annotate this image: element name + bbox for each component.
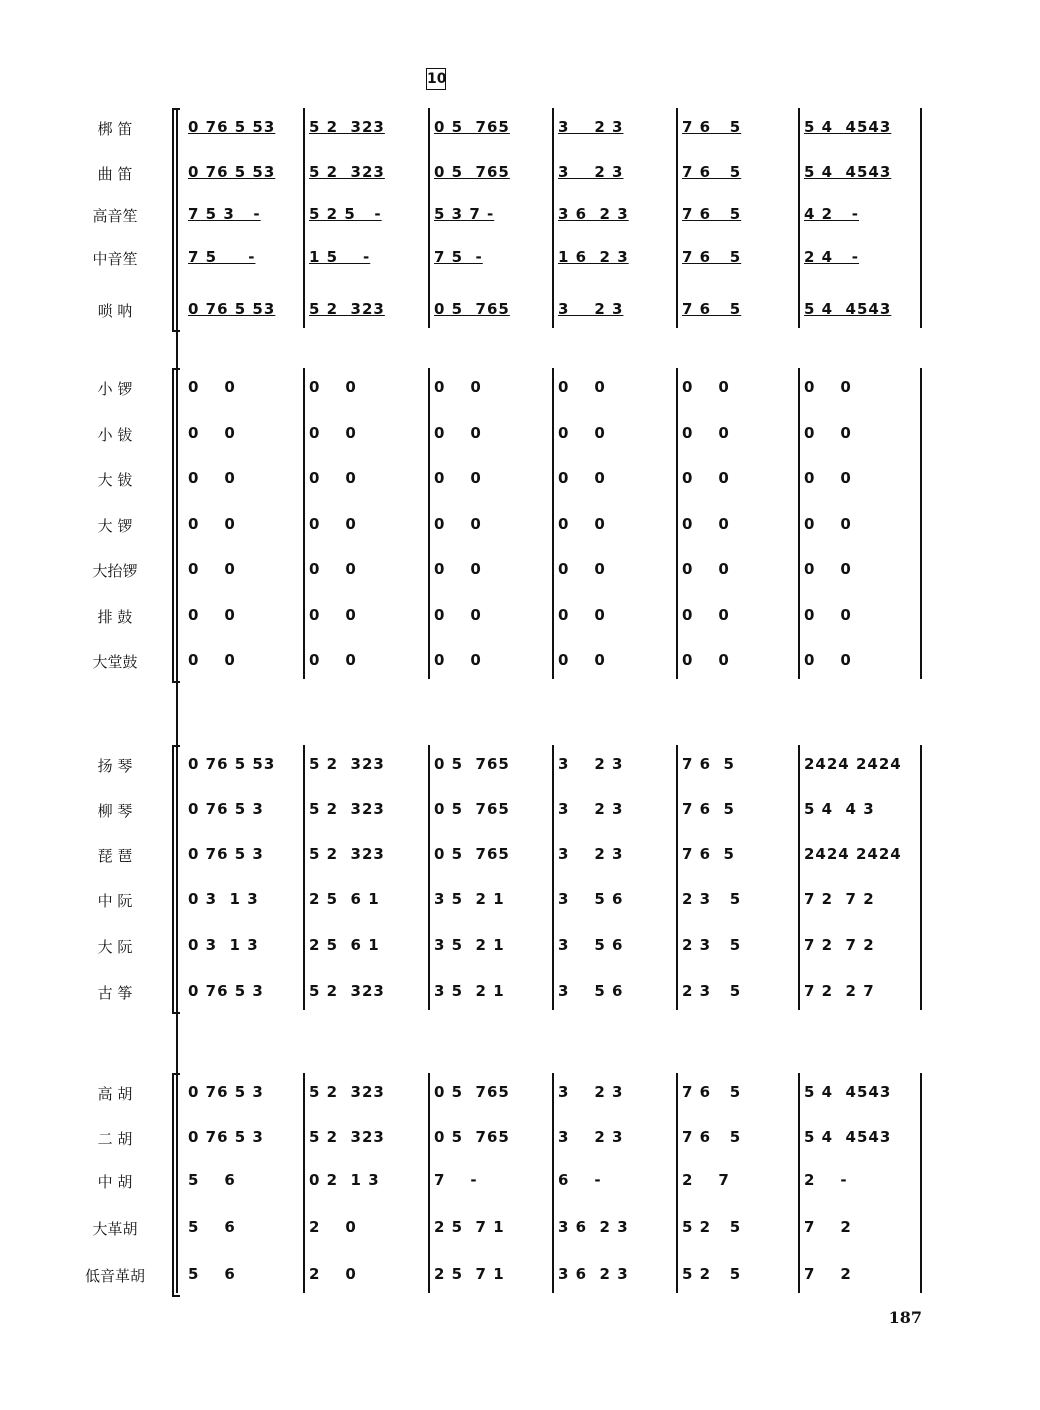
measure-cell: 3 6 2 3 — [558, 1218, 629, 1236]
measure-cell: 0 0 — [804, 424, 852, 442]
instrument-label: 排 鼓 — [97, 608, 133, 626]
measure-cell: 0 0 — [434, 424, 482, 442]
measure-cell: 0 0 — [558, 651, 606, 669]
instrument-label: 高音笙 — [92, 207, 138, 225]
measure-cell: 0 0 — [188, 515, 236, 533]
measure-cell: 0 0 — [309, 651, 357, 669]
measure-cell: 5 3 7 - — [434, 205, 495, 223]
barline — [428, 745, 430, 1010]
measure-cell: 3 2 3 — [558, 1083, 624, 1101]
instrument-label: 柳 琴 — [97, 802, 133, 820]
measure-cell: 0 0 — [804, 651, 852, 669]
measure-cell: 3 5 2 1 — [434, 890, 505, 908]
instrument-label: 扬 琴 — [97, 757, 133, 775]
measure-cell: 0 5 765 — [434, 755, 510, 773]
measure-cell: 0 76 5 3 — [188, 845, 264, 863]
instrument-label: 曲 笛 — [97, 165, 133, 183]
measure-cell: 3 6 2 3 — [558, 1265, 629, 1283]
measure-cell: 2 7 — [682, 1171, 730, 1189]
measure-cell: 0 5 765 — [434, 1083, 510, 1101]
measure-cell: 0 0 — [682, 378, 730, 396]
measure-cell: 7 2 — [804, 1265, 852, 1283]
measure-cell: 2 5 6 1 — [309, 936, 380, 954]
measure-cell: 3 5 6 — [558, 982, 624, 1000]
measure-cell: 0 0 — [558, 606, 606, 624]
page-number: 187 — [888, 1308, 922, 1327]
measure-cell: 2 0 — [309, 1218, 357, 1236]
measure-cell: 0 0 — [558, 515, 606, 533]
measure-cell: 4 2 - — [804, 205, 859, 223]
measure-cell: 0 0 — [558, 560, 606, 578]
measure-cell: 0 0 — [682, 515, 730, 533]
measure-cell: 5 4 4543 — [804, 300, 892, 318]
measure-cell: 3 2 3 — [558, 300, 624, 318]
measure-cell: 3 2 3 — [558, 755, 624, 773]
measure-cell: 0 76 5 53 — [188, 755, 276, 773]
measure-cell: 2 4 - — [804, 248, 859, 266]
measure-cell: 5 2 5 — [682, 1218, 742, 1236]
measure-cell: 7 2 2 7 — [804, 982, 875, 1000]
measure-cell: 5 4 4543 — [804, 163, 892, 181]
measure-cell: 5 4 4 3 — [804, 800, 875, 818]
measure-cell: 0 0 — [309, 469, 357, 487]
measure-cell: 0 3 1 3 — [188, 890, 259, 908]
instrument-label: 大 阮 — [97, 938, 133, 956]
measure-cell: 0 76 5 3 — [188, 1083, 264, 1101]
measure-cell: 0 0 — [434, 606, 482, 624]
measure-cell: 3 2 3 — [558, 845, 624, 863]
measure-cell: 0 5 765 — [434, 800, 510, 818]
measure-cell: 0 5 765 — [434, 1128, 510, 1146]
measure-cell: 7 6 5 — [682, 163, 742, 181]
measure-cell: 2 0 — [309, 1265, 357, 1283]
barline — [552, 745, 554, 1010]
instrument-label: 大堂鼓 — [92, 653, 138, 671]
measure-cell: 5 2 323 — [309, 800, 385, 818]
measure-cell: 7 5 3 - — [188, 205, 261, 223]
measure-cell: 7 6 5 — [682, 845, 735, 863]
measure-cell: 0 0 — [188, 378, 236, 396]
measure-cell: 0 2 1 3 — [309, 1171, 380, 1189]
measure-cell: 0 0 — [309, 606, 357, 624]
measure-cell: 7 6 5 — [682, 300, 742, 318]
measure-cell: 5 2 323 — [309, 1083, 385, 1101]
measure-cell: 0 0 — [309, 378, 357, 396]
instrument-label: 琵 琶 — [97, 847, 133, 865]
measure-cell: 0 0 — [188, 424, 236, 442]
measure-cell: 0 0 — [434, 515, 482, 533]
measure-cell: 1 6 2 3 — [558, 248, 629, 266]
system-bracket — [172, 1073, 180, 1297]
measure-cell: 0 0 — [188, 651, 236, 669]
measure-cell: 0 76 5 3 — [188, 982, 264, 1000]
measure-cell: 7 6 5 — [682, 248, 742, 266]
measure-cell: 3 2 3 — [558, 163, 624, 181]
measure-cell: 7 - — [434, 1171, 478, 1189]
instrument-label: 大抬锣 — [92, 562, 138, 580]
measure-cell: 0 76 5 53 — [188, 163, 276, 181]
measure-cell: 3 6 2 3 — [558, 205, 629, 223]
instrument-label: 大革胡 — [92, 1220, 138, 1238]
measure-cell: 0 0 — [682, 424, 730, 442]
instrument-label: 唢 呐 — [97, 302, 133, 320]
measure-cell: 0 5 765 — [434, 300, 510, 318]
instrument-label: 中 胡 — [97, 1173, 133, 1191]
measure-cell: 2 5 7 1 — [434, 1265, 505, 1283]
measure-cell: 1 5 - — [309, 248, 371, 266]
instrument-label: 二 胡 — [97, 1130, 133, 1148]
measure-cell: 7 6 5 — [682, 800, 735, 818]
instrument-label: 中 阮 — [97, 892, 133, 910]
instrument-label: 中音笙 — [92, 250, 138, 268]
measure-cell: 2424 2424 — [804, 755, 902, 773]
measure-cell: 0 0 — [188, 560, 236, 578]
measure-cell: 2424 2424 — [804, 845, 902, 863]
measure-cell: 0 76 5 53 — [188, 118, 276, 136]
measure-cell: 0 76 5 3 — [188, 1128, 264, 1146]
measure-cell: 5 2 323 — [309, 845, 385, 863]
measure-cell: 0 0 — [558, 469, 606, 487]
measure-cell: 5 2 323 — [309, 163, 385, 181]
measure-cell: 3 5 2 1 — [434, 982, 505, 1000]
measure-cell: 2 - — [804, 1171, 848, 1189]
measure-cell: 0 0 — [804, 606, 852, 624]
rehearsal-mark: 10 — [426, 68, 446, 90]
measure-cell: 0 0 — [434, 651, 482, 669]
measure-cell: 7 6 5 — [682, 1083, 742, 1101]
barline — [798, 745, 800, 1010]
measure-cell: 0 0 — [804, 469, 852, 487]
measure-cell: 7 6 5 — [682, 205, 742, 223]
measure-cell: 0 0 — [188, 469, 236, 487]
measure-cell: 3 5 6 — [558, 936, 624, 954]
measure-cell: 0 0 — [682, 469, 730, 487]
measure-cell: 7 2 — [804, 1218, 852, 1236]
measure-cell: 0 5 765 — [434, 163, 510, 181]
measure-cell: 0 0 — [309, 560, 357, 578]
barline — [303, 745, 305, 1010]
measure-cell: 7 6 5 — [682, 118, 742, 136]
measure-cell: 7 5 - — [434, 248, 483, 266]
instrument-label: 大 锣 — [97, 517, 133, 535]
instrument-label: 低音革胡 — [84, 1267, 145, 1285]
measure-cell: 3 5 6 — [558, 890, 624, 908]
measure-cell: 5 6 — [188, 1218, 236, 1236]
measure-cell: 2 3 5 — [682, 982, 742, 1000]
measure-cell: 0 0 — [558, 424, 606, 442]
measure-cell: 0 0 — [804, 560, 852, 578]
measure-cell: 0 0 — [188, 606, 236, 624]
measure-cell: 5 4 4543 — [804, 118, 892, 136]
measure-cell: 5 2 323 — [309, 755, 385, 773]
instrument-label: 小 钹 — [97, 426, 133, 444]
measure-cell: 5 6 — [188, 1171, 236, 1189]
measure-cell: 2 3 5 — [682, 936, 742, 954]
measure-cell: 5 6 — [188, 1265, 236, 1283]
measure-cell: 7 2 7 2 — [804, 936, 875, 954]
measure-cell: 0 0 — [434, 560, 482, 578]
measure-cell: 5 2 323 — [309, 1128, 385, 1146]
measure-cell: 0 0 — [804, 515, 852, 533]
instrument-label: 梆 笛 — [97, 120, 133, 138]
measure-cell: 0 0 — [434, 469, 482, 487]
measure-cell: 0 0 — [682, 606, 730, 624]
instrument-label: 高 胡 — [97, 1085, 133, 1103]
measure-cell: 0 0 — [804, 378, 852, 396]
measure-cell: 3 5 2 1 — [434, 936, 505, 954]
instrument-label: 大 钹 — [97, 471, 133, 489]
measure-cell: 0 0 — [682, 560, 730, 578]
system-bracket — [172, 745, 180, 1014]
measure-cell: 7 5 - — [188, 248, 256, 266]
measure-cell: 7 6 5 — [682, 755, 735, 773]
final-barline — [920, 745, 922, 1010]
measure-cell: 5 2 5 — [682, 1265, 742, 1283]
measure-cell: 0 76 5 53 — [188, 300, 276, 318]
measure-cell: 5 2 323 — [309, 982, 385, 1000]
measure-cell: 0 5 765 — [434, 845, 510, 863]
measure-cell: 2 5 7 1 — [434, 1218, 505, 1236]
measure-cell: 3 2 3 — [558, 800, 624, 818]
measure-cell: 0 0 — [558, 378, 606, 396]
measure-cell: 5 4 4543 — [804, 1128, 892, 1146]
measure-cell: 0 5 765 — [434, 118, 510, 136]
measure-cell: 2 5 6 1 — [309, 890, 380, 908]
measure-cell: 5 2 323 — [309, 118, 385, 136]
measure-cell: 0 0 — [434, 378, 482, 396]
system-bracket — [172, 108, 180, 332]
measure-cell: 3 2 3 — [558, 118, 624, 136]
measure-cell: 5 2 323 — [309, 300, 385, 318]
measure-cell: 5 4 4543 — [804, 1083, 892, 1101]
system-bracket — [172, 368, 180, 683]
instrument-label: 小 锣 — [97, 380, 133, 398]
instrument-label: 古 筝 — [97, 984, 133, 1002]
measure-cell: 0 3 1 3 — [188, 936, 259, 954]
measure-cell: 7 2 7 2 — [804, 890, 875, 908]
measure-cell: 5 2 5 - — [309, 205, 382, 223]
measure-cell: 0 0 — [309, 515, 357, 533]
measure-cell: 6 - — [558, 1171, 602, 1189]
barline — [676, 745, 678, 1010]
measure-cell: 0 0 — [309, 424, 357, 442]
measure-cell: 7 6 5 — [682, 1128, 742, 1146]
measure-cell: 0 76 5 3 — [188, 800, 264, 818]
measure-cell: 0 0 — [682, 651, 730, 669]
measure-cell: 3 2 3 — [558, 1128, 624, 1146]
measure-cell: 2 3 5 — [682, 890, 742, 908]
